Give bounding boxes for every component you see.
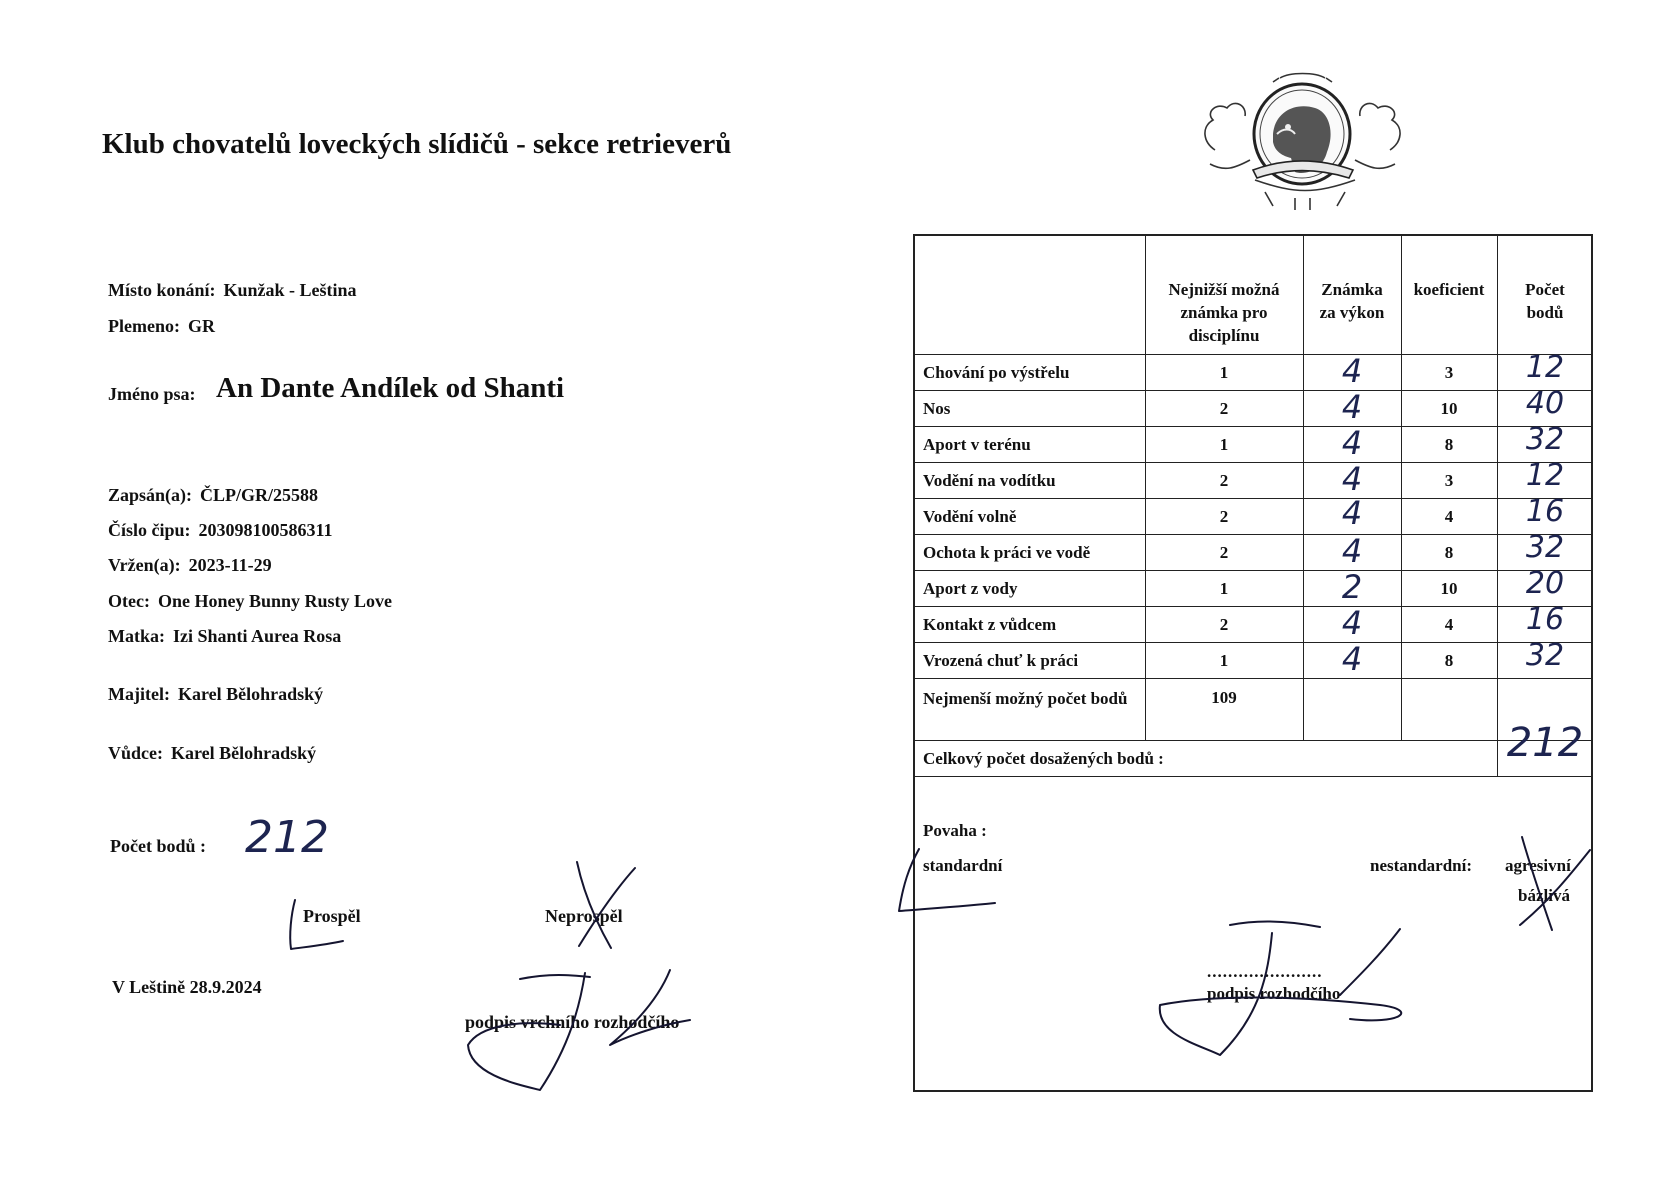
mark-handwritten: 4 [1341,388,1363,426]
discipline-name: Vodění na vodítku [923,471,1056,490]
handler-label: Vůdce: [108,743,163,763]
judge-signature-dots: ...................... [1207,962,1323,981]
discipline-name: Vrozená chuť k práci [923,651,1079,670]
coefficient: 4 [1444,615,1454,634]
chip-line [108,520,333,541]
born-line [108,555,272,576]
points-handwritten: 12 [1525,458,1565,493]
discipline-name: Nos [923,399,951,418]
header-min-mark: Nejnižší možná známka pro disciplínu [1168,280,1280,345]
breed-value: GR [187,316,215,336]
passed-label: Prospěl [303,906,361,926]
mark-handwritten: 4 [1341,640,1363,678]
nonstandard-cross-mark [1510,835,1600,935]
discipline-name: Aport v terénu [923,435,1031,454]
mark-handwritten: 4 [1341,352,1363,390]
club-emblem-icon [1195,72,1410,212]
points-handwritten: 20 [1525,566,1565,601]
discipline-name: Kontakt z vůdcem [923,615,1057,634]
venue-value: Kunžak - Leština [223,280,357,300]
breed-label: Plemeno: [108,316,180,336]
min-mark: 1 [1219,435,1229,454]
min-mark: 2 [1219,543,1229,562]
points-handwritten: 12 [1525,350,1565,385]
chip-label: Číslo čipu: [108,520,191,540]
aggressive-option: agresivní [1505,856,1571,875]
dam-line [108,626,341,647]
timid-option: bázlivá [1518,886,1570,905]
points-handwritten: 32 [1525,422,1565,457]
total-handwritten: 212 [1506,720,1584,766]
discipline-name: Ochota k práci ve vodě [923,543,1091,562]
points-handwritten: 16 [1525,602,1565,637]
sire-line [108,591,392,612]
standard-option: standardní [923,856,1003,875]
owner-value: Karel Bělohradský [177,684,324,704]
registered-label: Zapsán(a): [108,485,193,505]
nonstandard-label: nestandardní: [1370,856,1473,875]
points-label: Počet bodů : [110,836,206,856]
min-mark: 2 [1219,615,1229,634]
failed-cross-mark [565,860,645,950]
dog-name: An Dante Andílek od Shanti [216,372,565,404]
mark-handwritten: 4 [1341,494,1363,532]
born-value: 2023-11-29 [188,555,272,575]
standard-check-mark [895,845,1005,920]
min-mark: 1 [1219,651,1229,670]
min-mark: 2 [1219,399,1229,418]
min-total-label: Nejmenší možný počet bodů [923,689,1128,708]
registered-value: ČLP/GR/25588 [200,485,319,505]
discipline-name: Chování po výstřelu [923,363,1070,382]
coefficient: 4 [1444,507,1454,526]
coefficient: 8 [1444,651,1454,670]
points-handwritten: 40 [1525,386,1565,421]
discipline-name: Vodění volně [923,507,1017,526]
header-mark: Známka za výkon [1319,280,1385,322]
handler-value: Karel Bělohradský [171,743,317,763]
coefficient: 10 [1440,399,1458,418]
mark-handwritten: 2 [1341,568,1363,606]
min-mark: 1 [1219,363,1229,382]
club-title: Klub chovatelů loveckých slídičů - sekce retrieverů [102,128,732,160]
place-date: V Leštině 28.9.2024 [112,977,262,997]
points-handwritten: 32 [1525,638,1565,673]
judge-signature-label: podpis rozhodčího [1207,984,1341,1003]
dog-name-label: Jméno psa: [108,384,196,404]
coefficient: 10 [1440,579,1458,598]
chief-judge-signature-label: podpis vrchního rozhodčího [465,1012,680,1032]
dam-label: Matka: [108,626,165,646]
owner-label: Majitel: [108,684,170,704]
coefficient: 8 [1444,543,1454,562]
temperament-label: Povaha : [923,821,987,840]
total-label: Celkový počet dosažených bodů : [923,749,1164,768]
min-mark: 1 [1219,579,1229,598]
coefficient: 8 [1444,435,1454,454]
header-coefficient: koeficient [1413,280,1485,299]
chief-judge-signature [460,965,720,1105]
owner-line [108,684,323,705]
min-mark: 2 [1219,471,1229,490]
min-mark: 2 [1219,507,1229,526]
discipline-name: Aport z vody [923,579,1018,598]
handler-line [108,743,316,764]
failed-label: Neprospěl [545,906,623,926]
points-handwritten: 212 [245,812,329,863]
coefficient: 3 [1444,471,1454,490]
dam-value: Izi Shanti Aurea Rosa [173,626,342,646]
sire-label: Otec: [108,591,150,611]
registered-line [108,485,318,506]
points-handwritten: 32 [1525,530,1565,565]
passed-check-mark [285,895,355,955]
min-total-value: 109 [1211,688,1237,707]
venue-line [108,280,357,301]
mark-handwritten: 4 [1341,532,1363,570]
header-points: Počet bodů [1525,280,1565,322]
venue-label: Místo konání: [108,280,216,300]
sire-value: One Honey Bunny Rusty Love [157,591,393,611]
judge-signature [1150,915,1420,1065]
coefficient: 3 [1444,363,1454,382]
chip-value: 203098100586311 [198,520,333,540]
mark-handwritten: 4 [1341,604,1363,642]
breed-line [108,316,215,337]
mark-handwritten: 4 [1341,460,1363,498]
mark-handwritten: 4 [1341,424,1363,462]
points-handwritten: 16 [1525,494,1565,529]
born-label: Vržen(a): [108,555,181,575]
